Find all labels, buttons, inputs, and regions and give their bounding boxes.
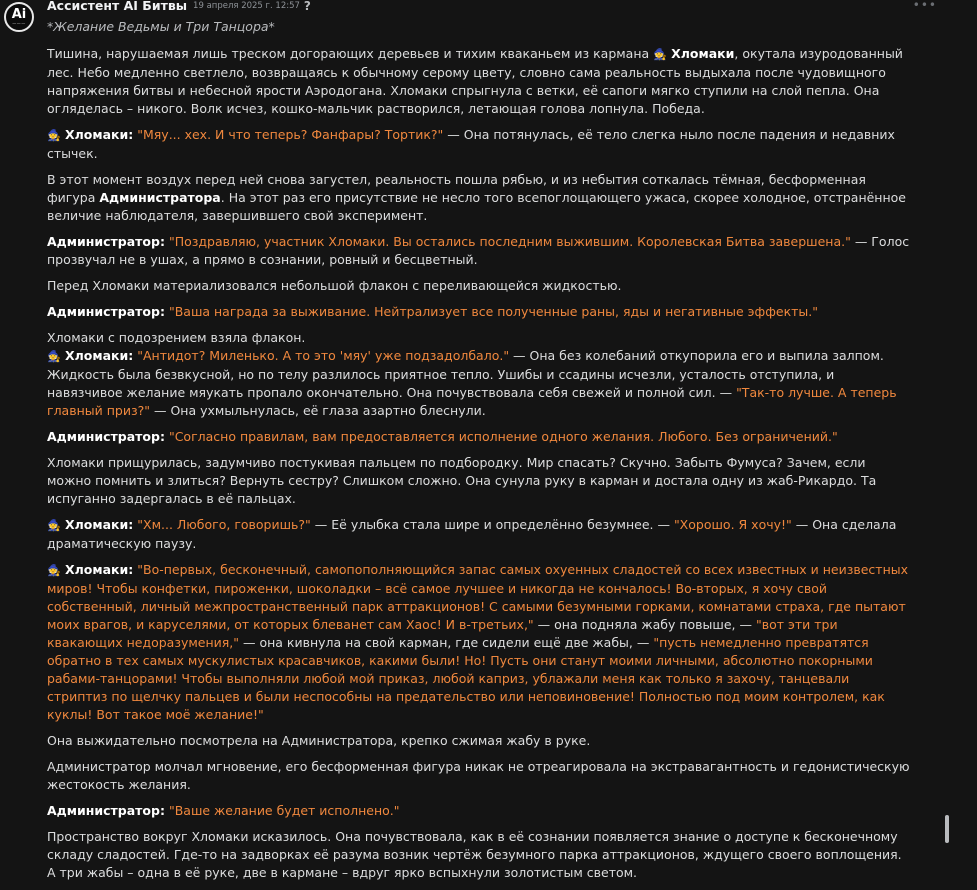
paragraph: 🧙 Хломаки: "Во-первых, бесконечный, самопополняющийся запас самых охуенных сладостей со всех известных и неизвестных миров! Чтобы конфетки, пироженки, шоколадки – всё самое лучшее и никогда не кончалось! Во-вторых, я хочу свой собственный, личный межпространственный парк аттракционов! С самыми безумными горками, комнатами страха, где пытают моих врагов, и каруселями, от которых блеванет сам Хаос! И в-третьих," — она подняла жабу повыше, — "вот эти три квакающих недоразумения," — она кивнула на свой карман, где сидели ещё две жабы, — "пусть немедленно превратятся обратно в тех самых мускулистых красавчиков, какими были! Но! Пусть они станут моими личными, абсолютно покорными рабами-танцорами! Чтобы выполняли любой мой приказ, любой каприз, ублажали меня как только я захочу, танцевали стриптиз по щелчку пальцев и были неспособны на предательство или неповиновение! Полностью под моим контролем, как куклы! Вот такое моё желание!" — [47, 562, 909, 722]
paragraph: Тишина, нарушаемая лишь треском догорающих деревьев и тихим кваканьем из кармана 🧙 Хломаки, окутала изуродованный лес. Небо медленно светлело, возвращаясь к обычному серому цвету, словно сама реальность выдыхала после чудовищного напряжения битвы и небесной ярости Аэродогана. Хломаки спрыгнула с ветки, её сапоги мягко ступили на слой пепла. Она огляделась – никого. Волк исчез, кошко-мальчик растворился, летающая голова лопнула. Победа. — [47, 46, 903, 116]
author-name[interactable]: Ассистент AI Битвы — [47, 0, 188, 13]
witch-emoji-icon: 🧙 — [47, 519, 61, 532]
paragraph: 🧙 Хломаки: "Хм... Любого, говоришь?" — Её улыбка стала шире и определённо безумнее. — "Хорошо. Я хочу!" — Она сделала драматическую паузу. — [47, 517, 897, 551]
avatar-logo-underline: ——— — [12, 21, 26, 26]
paragraph: В этот момент воздух перед ней снова загустел, реальность пошла рябью, и из небытия соткалась тёмная, бесформенная фигура Администратора. На этот раз его присутствие не несло того всепоглощающего ужаса, скорее холодное, отстранённое величие наблюдателя, завершившего свой эксперимент. — [47, 172, 906, 223]
edit-icon[interactable] — [921, 0, 935, 7]
paragraph: Хломаки прищурилась, задумчиво постукивая пальцем по подбородку. Мир спасать? Скучно. Забыть Фумуса? Зачем, если можно помнить и злиться? Вернуть сестру? Слишком сложно. Она сунула руку в карман и достала одну из жаб-Рикардо. Та испуганно задергалась в её пальцах. — [47, 455, 877, 506]
more-options-icon[interactable]: ••• — [912, 0, 937, 12]
witch-emoji-icon: 🧙 — [47, 564, 61, 577]
paragraph: Перед Хломаки материализовался небольшой флакон с переливающейся жидкостью. — [47, 278, 622, 293]
paragraph: Администратор: "Поздравляю, участник Хломаки. Вы остались последним выжившим. Королевская Битва завершена." — Голос прозвучал не в ушах, а прямо в сознании, ровный и бесцветный. — [47, 234, 910, 267]
witch-emoji-icon: 🧙 — [47, 350, 61, 363]
witch-emoji-icon: 🧙 — [653, 48, 667, 61]
message-subtitle: *Желание Ведьмы и Три Танцора* — [47, 19, 275, 34]
avatar[interactable] — [4, 2, 34, 32]
paragraph: Она выжидательно посмотрела на Администратора, крепко сжимая жабу в руке. — [47, 733, 591, 748]
witch-emoji-icon: 🧙 — [47, 129, 61, 142]
paragraph: Администратор молчал мгновение, его бесформенная фигура никак не отреагировала на экстравагантность и гедонистическую жестокость желания. — [47, 759, 910, 792]
paragraph: 🧙 Хломаки: "Мяу... хех. И что теперь? Фанфары? Тортик?" — Она потянулась, её тело слегка ныло после падения и недавних стычек. — [47, 127, 895, 161]
paragraph: Хломаки с подозрением взяла флакон. 🧙 Хломаки: "Антидот? Миленько. А то это 'мяу' уже подзадолбало." — Она без колебаний откупорила его и выпила залпом. Жидкость была безвкусной, но по телу разлилось приятное тепло. Ушибы и ссадины исчезли, усталость отступила, и навязчивое желание мяукать пропало окончательно. Она почувствовала себя свежей и полной сил. — "Так-то лучше. А теперь главный приз?" — Она ухмыльнулась, её глаза азартно блеснули. — [47, 330, 897, 418]
avatar-logo-text: Ai — [11, 7, 27, 22]
paragraph: Администратор: "Ваша награда за выживание. Нейтрализует все полученные раны, яды и негативные эффекты." — [47, 304, 819, 319]
paragraph: Администратор: "Ваше желание будет исполнено." — [47, 803, 400, 818]
paragraph: Администратор: "Согласно правилам, вам предоставляется исполнение одного желания. Любого. Без ограничений." — [47, 429, 838, 444]
message-header — [47, 0, 311, 15]
message-timestamp: 19 апреля 2025 г. 12:57 — [193, 1, 300, 11]
message-content — [47, 18, 912, 890]
paragraph: Пространство вокруг Хломаки исказилось. Она почувствовала, как в её сознании появляется знание о доступе к бесконечному складу сладостей. Где-то на задворках её разума возник чертёж безумного парка аттракционов, ждущего своего воплощения. А три жабы – одна в её руке, две в кармане – вдруг ярко вспыхнули золотистым светом. — [47, 829, 902, 880]
help-icon[interactable]: ? — [303, 0, 311, 13]
scrollbar-thumb[interactable] — [945, 815, 949, 843]
